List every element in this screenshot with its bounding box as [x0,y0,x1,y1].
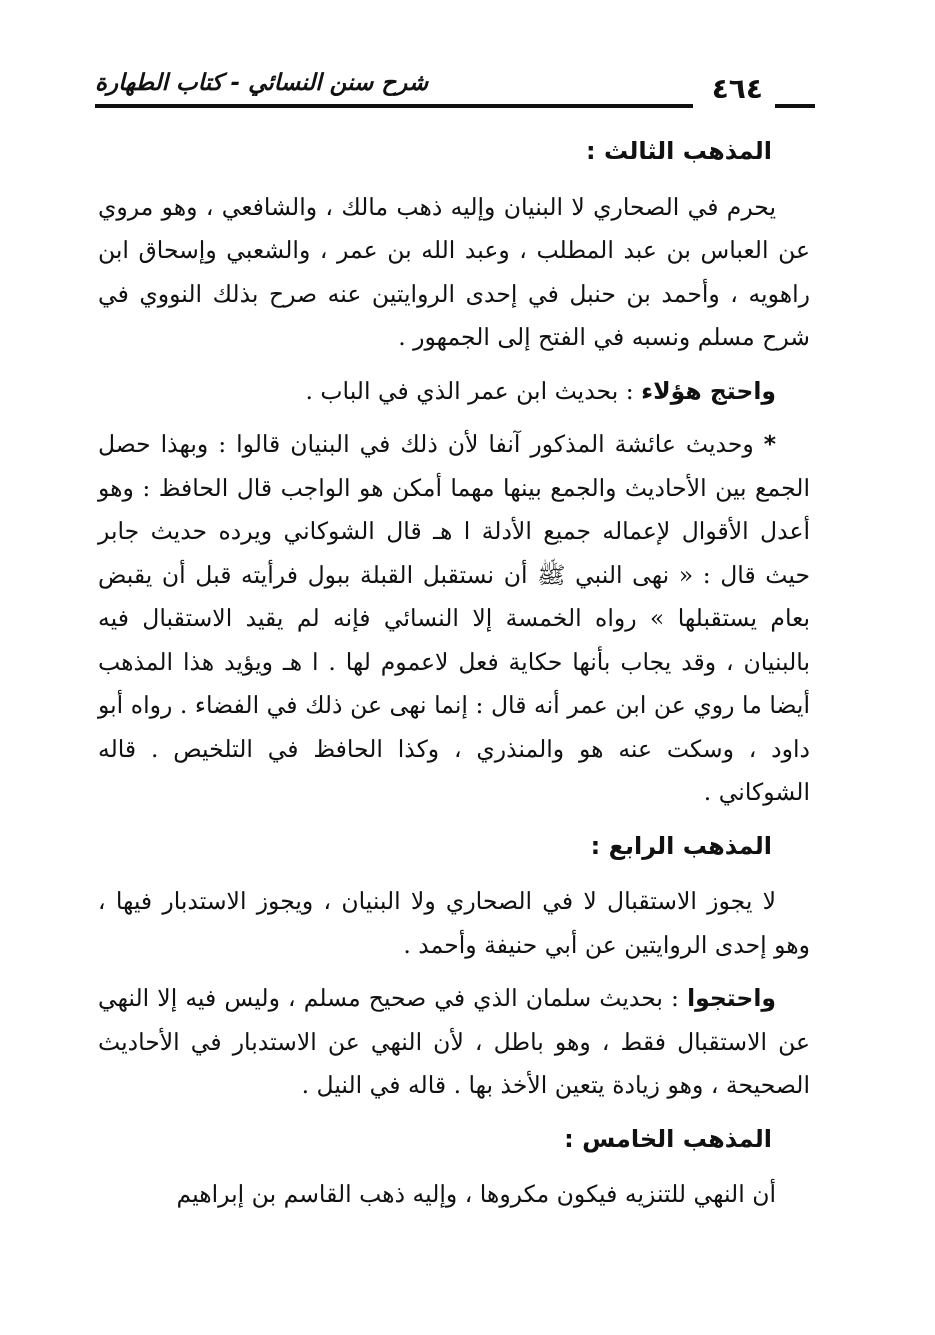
aisha-text: وحديث عائشة المذكور آنفا لأن ذلك في البنيان قالوا : وبهذا حصل الجمع بين الأحاديث والجمع بينها مهما أمكن هو الواجب قال الحافظ : وهو أعدل الأقوال لإعماله جميع الأدلة ا هـ قال الشوكاني ويرده حديث جابر حيث قال : « نهى النبي ﷺ أن نستقبل القبلة ببول فرأيته قبل أن يقبض بعام يستقبلها » رواه الخمسة إلا النسائي فإنه لم يقيد الاستقبال فيه بالبنيان ، وقد يجاب بأنها حكاية فعل لاعموم لها . ا هـ ويؤيد هذا المذهب أيضا ما روي عن ابن عمر أنه قال : إنما نهى عن ذلك في الفضاء . رواه أبو داود ، وسكت عنه هو والمنذري ، وكذا الحافظ في التلخيص . قاله الشوكاني . [98,430,810,806]
page-number-rule [775,104,815,108]
asterisk-icon: * [763,430,776,458]
paragraph-third-proof [98,370,810,414]
heading-third-school: المذهب الثالث : [585,137,772,165]
paragraph-fourth-proof [98,977,810,1108]
paragraph-fifth-school: أن النهي للتنزيه فيكون مكروها ، وإليه ذهب القاسم بن إبراهيم [176,1180,776,1208]
page-body [98,130,810,1227]
page-number: ٤٦٤ [711,72,763,105]
paragraph-aisha-hadith [98,423,810,815]
paragraph-fourth-school: لا يجوز الاستقبال لا في الصحاري ولا البنيان ، ويجوز الاستدبار فيها ، وهو إحدى الروايتين عن أبي حنيفة وأحمد . [98,887,810,959]
header-rule [95,104,693,108]
heading-fourth-school: المذهب الرابع : [590,831,772,860]
proof-text: : بحديث سلمان الذي في صحيح مسلم ، وليس فيه إلا النهي عن الاستقبال فقط ، وهو باطل ، لأن النهي عن الاستدبار في الأحاديث الصحيحة ، وهو زيادة يتعين الأخذ بها . قاله في النيل . [98,984,810,1099]
proof-label: واحتجوا [687,984,776,1012]
heading-fifth-school: المذهب الخامس : [564,1124,772,1153]
proof-text: : بحديث ابن عمر الذي في الباب . [305,376,634,405]
proof-label: واحتج هؤلاء [641,376,776,405]
running-title: شرح سنن النسائي - كتاب الطهارة [95,70,429,96]
page-header [95,68,815,112]
paragraph-third-school: يحرم في الصحاري لا البنيان وإليه ذهب مالك ، والشافعي ، وهو مروي عن العباس بن عبد المطلب ، وعبد الله بن عمر ، والشعبي وإسحاق ابن راهويه ، وأحمد بن حنبل في إحدى الروايتين عنه صرح بذلك النووي في شرح مسلم ونسبه في الفتح إلى الجمهور . [98,192,810,351]
